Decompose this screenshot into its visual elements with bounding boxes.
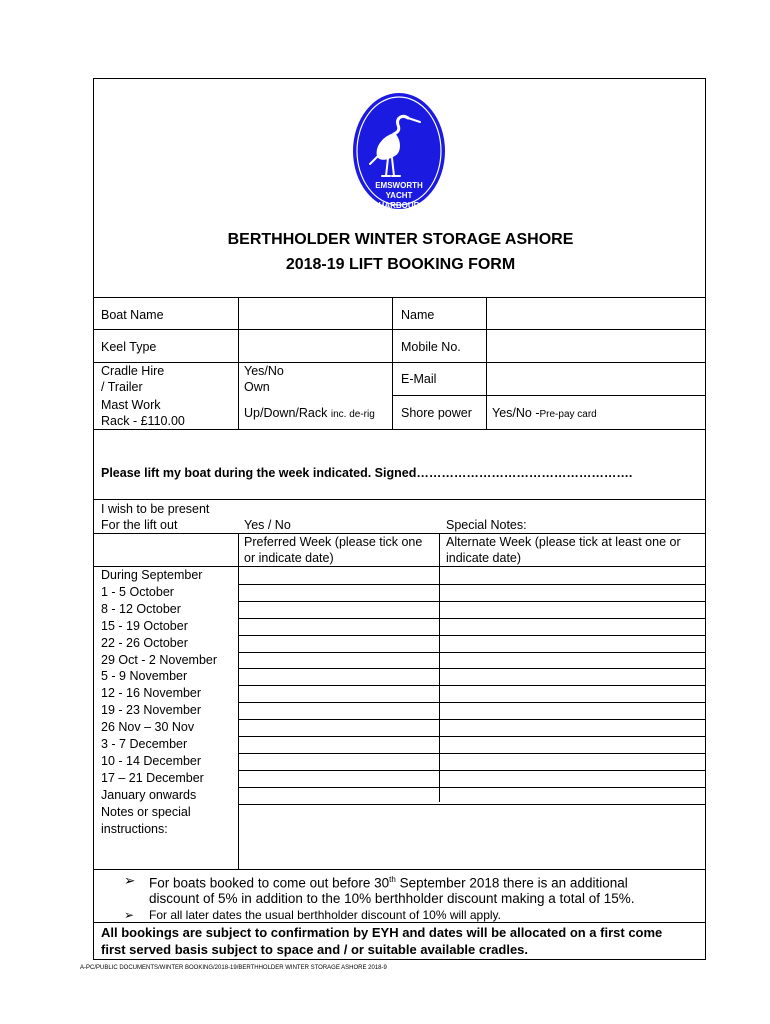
divider xyxy=(239,736,705,737)
preferred-week-cell[interactable] xyxy=(240,788,438,804)
divider xyxy=(239,584,705,585)
divider xyxy=(239,753,705,754)
preferred-week-header-2: or indicate date) xyxy=(244,551,334,565)
alternate-week-cell[interactable] xyxy=(441,585,704,601)
present-yes-no[interactable]: Yes / No xyxy=(244,518,291,532)
present-label-2: For the lift out xyxy=(101,518,178,532)
week-row-label: 17 – 21 December xyxy=(101,770,204,785)
discount-sup: th xyxy=(389,875,396,884)
alternate-week-cell[interactable] xyxy=(441,619,704,635)
cradle-hire-label: Cradle Hire xyxy=(101,364,165,378)
boat-name-field[interactable] xyxy=(240,299,390,328)
divider xyxy=(392,395,705,396)
week-row-label: 12 - 16 November xyxy=(101,686,202,701)
shore-power-option[interactable] xyxy=(492,405,597,423)
form-title: BERTHHOLDER WINTER STORAGE ASHORE xyxy=(227,231,574,248)
cradle-trailer-label: / Trailer xyxy=(101,380,143,394)
divider xyxy=(239,668,705,669)
preferred-week-cell[interactable] xyxy=(240,771,438,787)
email-label: E-Mail xyxy=(401,372,437,386)
alternate-week-cell[interactable] xyxy=(441,754,704,770)
preferred-week-cell[interactable] xyxy=(240,602,438,618)
discount-bullet-2: ➢ xyxy=(124,908,135,922)
mobile-field[interactable] xyxy=(488,331,704,361)
notes-field[interactable] xyxy=(240,803,704,868)
alternate-week-cell[interactable] xyxy=(441,653,704,669)
notes-label-2: instructions: xyxy=(101,822,168,836)
divider xyxy=(239,702,705,703)
updown-text: Up/Down/Rack xyxy=(244,406,328,420)
divider xyxy=(239,719,705,720)
alternate-week-cell[interactable] xyxy=(441,788,704,804)
divider xyxy=(239,618,705,619)
divider xyxy=(239,601,705,602)
preferred-week-cell[interactable] xyxy=(240,636,438,652)
divider xyxy=(94,362,705,363)
keel-type-field[interactable] xyxy=(240,331,390,361)
cradle-yes-no[interactable]: Yes/No xyxy=(244,364,284,378)
week-row-label: 22 - 26 October xyxy=(101,635,188,650)
mast-option[interactable] xyxy=(244,405,375,423)
mast-rack-label: Rack - £110.00 xyxy=(101,414,185,428)
derig-text: inc. de-rig xyxy=(330,409,375,420)
shore-power-label: Shore power xyxy=(401,406,472,420)
emsworth-logo xyxy=(352,92,446,210)
week-row-label: 3 - 7 December xyxy=(101,737,188,751)
shore-yesno-text: Yes/No - xyxy=(492,406,540,420)
week-row-label: 1 - 5 October xyxy=(101,584,174,599)
preferred-week-cell[interactable] xyxy=(240,754,438,770)
heron-icon xyxy=(352,92,446,210)
booking-form xyxy=(93,78,706,960)
discount-line-2: discount of 5% in addition to the 10% berthholder discount making a total of 15%. xyxy=(149,891,635,906)
divider xyxy=(239,635,705,636)
mobile-label: Mobile No. xyxy=(401,340,461,354)
special-notes-label: Special Notes: xyxy=(446,518,527,532)
lift-request-signature[interactable]: Please lift my boat during the week indicated. Signed……………………………………………. xyxy=(101,466,633,480)
prepay-text: Pre-pay card xyxy=(539,409,597,420)
name-label: Name xyxy=(401,308,435,322)
week-row-label: 10 - 14 December xyxy=(101,753,202,768)
discount-text-post: September 2018 there is an additional xyxy=(395,875,628,891)
week-row-label: 5 - 9 November xyxy=(101,669,188,684)
alternate-week-cell[interactable] xyxy=(441,686,704,702)
preferred-week-cell[interactable] xyxy=(240,737,438,753)
week-row-label: January onwards xyxy=(101,787,197,802)
divider xyxy=(392,297,393,429)
mast-work-label: Mast Work xyxy=(101,398,161,412)
divider xyxy=(239,652,705,653)
alternate-week-cell[interactable] xyxy=(441,636,704,652)
alternate-week-cell[interactable] xyxy=(441,703,704,719)
week-row-label: 29 Oct - 2 November xyxy=(101,652,218,667)
preferred-week-cell[interactable] xyxy=(240,585,438,601)
alternate-week-cell[interactable] xyxy=(441,771,704,787)
week-row-label: 15 - 19 October xyxy=(101,618,188,633)
form-subtitle: 2018-19 LIFT BOOKING FORM xyxy=(285,256,516,273)
logo-line2: YACHT xyxy=(385,191,413,200)
present-label-1: I wish to be present xyxy=(101,502,210,516)
divider xyxy=(94,869,705,870)
divider xyxy=(239,787,705,788)
notes-label-1: Notes or special xyxy=(101,805,191,819)
discount-bullet-1: ➢ xyxy=(124,873,136,888)
preferred-week-cell[interactable] xyxy=(240,568,438,584)
preferred-week-cell[interactable] xyxy=(240,720,438,736)
alternate-week-cell[interactable] xyxy=(441,669,704,685)
divider xyxy=(239,685,705,686)
cradle-own[interactable]: Own xyxy=(244,380,270,394)
email-field[interactable] xyxy=(488,364,704,394)
week-row-label: 8 - 12 October xyxy=(101,601,181,616)
divider xyxy=(94,297,705,298)
week-row-label: During September xyxy=(101,568,203,582)
preferred-week-cell[interactable] xyxy=(240,703,438,719)
divider xyxy=(94,922,705,923)
name-field[interactable] xyxy=(488,299,704,328)
divider xyxy=(238,297,239,429)
logo-line1: EMSWORTH xyxy=(375,181,423,190)
confirmation-line-2: first served basis subject to space and / or suitable available cradles. xyxy=(101,942,529,957)
logo-line3: HARBOUR xyxy=(378,201,420,210)
divider xyxy=(486,297,487,429)
divider xyxy=(439,533,440,802)
footer-path: A-PC/PUBLIC DOCUMENTS/WINTER BOOKING/2018-19/BERTHHOLDER WINTER STORAGE ASHORE 2018-9 xyxy=(80,965,387,971)
alternate-week-header-2: indicate date) xyxy=(446,551,522,565)
preferred-week-header-1: Preferred Week (please tick one xyxy=(244,535,423,549)
alternate-week-cell[interactable] xyxy=(441,720,704,736)
boat-name-label: Boat Name xyxy=(101,308,164,322)
preferred-week-cell[interactable] xyxy=(240,686,438,702)
confirmation-line-1: All bookings are subject to confirmation by EYH and dates will be allocated on a first come xyxy=(101,925,663,940)
alternate-week-cell[interactable] xyxy=(441,602,704,618)
alternate-week-cell[interactable] xyxy=(441,737,704,753)
week-row-label: 26 Nov – 30 Nov xyxy=(101,720,195,735)
discount-text-pre: For boats booked to come out before 30 xyxy=(149,875,390,891)
keel-type-label: Keel Type xyxy=(101,340,157,354)
preferred-week-cell[interactable] xyxy=(240,669,438,685)
preferred-week-cell[interactable] xyxy=(240,653,438,669)
alternate-week-header-1: Alternate Week (please tick at least one or xyxy=(446,535,681,549)
week-row-label: 19 - 23 November xyxy=(101,703,202,718)
divider xyxy=(94,329,705,330)
alternate-week-cell[interactable] xyxy=(441,568,704,584)
divider xyxy=(94,429,705,430)
divider xyxy=(94,499,705,500)
divider xyxy=(238,533,239,869)
divider xyxy=(239,770,705,771)
preferred-week-cell[interactable] xyxy=(240,619,438,635)
discount-later-dates: For all later dates the usual berthholder discount of 10% will apply. xyxy=(149,908,501,922)
